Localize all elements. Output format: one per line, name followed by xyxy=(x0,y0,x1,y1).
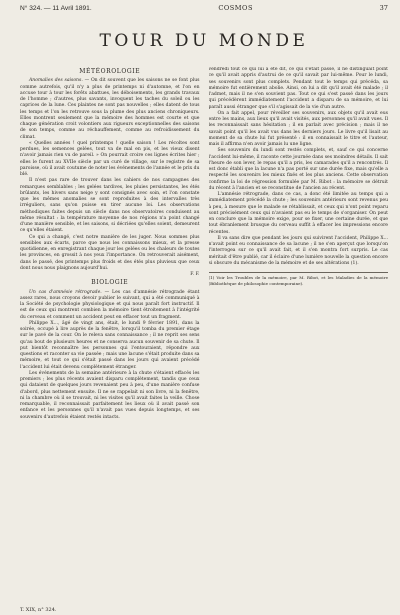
page-number: 37 xyxy=(379,4,388,12)
paragraph-lead: Anomalies des saisons. xyxy=(29,78,83,84)
paragraph: Il va sans dire que pendant les jours qui suivirent l'accident, Philippe X... n'avait point eu connaissance de sa lacune ; il ne s'en aperçut que lorsqu'on l'interrogea sur ce qu'il avait fait, et il s'en montra fort surpris. Le cas méritait d'être publié, car il éclaire d'une lumière nouvelle la question encore si obscure du mécanisme de la mémoire et de ses altérations (1). xyxy=(208,235,388,266)
text-columns xyxy=(20,67,388,612)
page-header xyxy=(20,4,388,13)
right-column xyxy=(209,67,389,612)
journal-name: COSMOS xyxy=(218,4,253,12)
paragraph-lead: Un cas d'amnésie rétrograde. xyxy=(29,289,102,295)
paragraph: Anomalies des saisons. — On dit souvent que les saisons ne se font plus comme autrefois, qu'il n'y a plus de printemps ni d'automne, et l'on en accuse tour à tour les forêts abattues, les déboisements, les grands travaux de l'homme ; d'autres, plus savants, invoquent les taches du soleil ou les caprices de la lune. Ces plaintes ne sont pas nouvelles ; elles datent de tous les temps et l'on les retrouve sous la plume des plus anciens chroniqueurs. Elles montrent seulement que la mémoire des hommes est courte et que chaque génération croit volontiers aux rigueurs exceptionnelles des saisons de son temps, comme au réchauffement, comme au refroidissement du climat. xyxy=(20,78,200,140)
paragraph: On a fait appel, pour réveiller ses souvenirs, aux objets qu'il avait eus entre les mains, aux lieux qu'il avait visités, aux personnes qu'il avait vues. Il les reconnaissait sans hésitation ; il en parlait avec précision ; mais il ne savait point qu'il les avait vus dans les derniers jours. Le livre qu'il lisait au moment de sa chute lui fut présenté : il en connaissait le titre et l'auteur, mais il affirma n'en avoir jamais lu une ligne. xyxy=(208,110,388,147)
paragraph: Ce qui a changé, c'est notre manière de les juger. Nous sommes plus sensibles aux écarts, parce que nous les connaissons mieux, et la presse quotidienne, en enregistrant chaque jour les gelées ou les chaleurs de toutes les provinces, en grossit à nos yeux l'importance. On retrouverait aisément, dans le passé, des printemps plus froids et des étés plus pluvieux que ceux dont nous nous plaignons aujourd'hui. xyxy=(20,234,200,271)
footnote: (1) Voir les Troubles de la mémoire, par M. Ribot, et les Maladies de la mémoire (Bibliothèque de philosophie contemporaine). xyxy=(209,272,389,286)
volume-footer: T. XIX, n° 324. xyxy=(20,607,57,613)
paragraph: Philippe X..., âgé de vingt ans, était, le lundi 9 février 1891, dans la soirée, occupé à lire auprès de la fenêtre, lorsqu'il tomba du premier étage sur le pavé de la cour. On le releva sans connaissance ; il ne reprit ses sens qu'au bout de plusieurs heures et ne conserva aucun souvenir de sa chute. Il put bientôt reconnaître les personnes qui l'entouraient, répondre aux questions et raconter sa vie passée ; mais une lacune s'était produite dans sa mémoire, et tout ce qui s'était passé dans les jours qui avaient précédé l'accident lui était devenu complètement étranger. xyxy=(20,320,200,370)
issue-number: N° 324. — 11 Avril 1891. xyxy=(20,5,92,12)
section-heading-meteorologie: MÉTÉOROLOGIE xyxy=(79,68,141,75)
paragraph: L'amnésie rétrograde, dans ce cas, a donc été limitée au temps qui a immédiatement précédé la chute ; les souvenirs antérieurs sont revenus peu à peu, à mesure que le malade se rétablissait, et ceux qui n'ont point reparu sont précisément ceux qui n'avaient pas eu le temps de s'organiser. On peut en conclure que la mémoire exige, pour se fixer, une certaine durée, et que tout ébranlement brusque du cerveau suffit à effacer les impressions encore récentes. xyxy=(208,192,388,235)
paragraph: « Quelles années ! quel printemps ! quelle saison ! Les récoltes sont perdues, les semences gelées, tout va de mal en pis, et les vieux disent n'avoir jamais rien vu de pareil. » On pourrait croire ces lignes écrites hier ; elles le furent au XVIIe siècle par un curé de village, sur le registre de sa paroisse, où il avait coutume de noter les événements de l'année et le prix du blé. xyxy=(20,140,200,177)
section-heading-biologie: BIOLOGIE xyxy=(91,279,129,287)
page-title: TOUR DU MONDE xyxy=(99,31,309,51)
left-column xyxy=(20,67,200,612)
paragraph: Il n'est pas rare de trouver dans les cahiers de nos campagnes des remarques semblables ; les gelées tardives, les pluies persistantes, les étés brûlants, les hivers sans neige y sont consignés avec soin, et l'on constate que les mêmes anomalies se sont reproduites à des intervalles très irréguliers, sans qu'on puisse en tirer aucune loi. Les observations méthodiques faites depuis un siècle dans nos observatoires conduisent au même résultat : la température moyenne de nos régions n'a point changé d'une manière sensible, et les saisons, si décriées qu'elles soient, demeurent ce qu'elles étaient. xyxy=(20,178,200,234)
paragraph: Les événements de la semaine antérieure à la chute s'étaient effacés les premiers ; les plus récents avaient disparu complètement, tandis que ceux qui dataient de quelques jours revenaient peu à peu, d'une manière confuse d'abord, plus nettement ensuite. Il ne se rappelait ni son livre, ni la fenêtre, ni la chambre où il se trouvait, ni les visites qu'il avait faites la veille. Chose remarquable, il reconnaissait parfaitement les lieux où il avait passé son enfance et les personnes qu'il n'avait pas vues depuis longtemps, et ses souvenirs d'autrefois étaient restés intacts. xyxy=(20,370,200,420)
paragraph: Un cas d'amnésie rétrograde. — Les cas d'amnésie rétrograde étant assez rares, nous croyons devoir publier le suivant, qui a été communiqué à la Société de psychologie physiologique et qui nous paraît fort instructif. Il est de ceux qui montrent combien la mémoire tient étroitement à l'intégrité du cerveau et comment un accident peut en effacer tout un fragment. xyxy=(20,289,200,320)
paragraph: vendredi tout ce qui lui a été dit, ce qui s'était passé, il ne distinguait point ce qu'il avait appris d'autrui de ce qu'il savait par lui-même. Pour le lundi, ses souvenirs sont plus complets. Pendant tout le temps qui précéda, sa mémoire fut entièrement abolie. Ainsi, on lui a dit qu'il avait été malade ; il l'admet, mais il ne s'en souvient pas. Tout ce qui s'est passé dans les jours qui précédèrent immédiatement l'accident a disparu de sa mémoire, et lui paraît aussi étranger que s'il s'agissait de la vie d'un autre. xyxy=(208,67,388,110)
paragraph: Ses souvenirs du lundi sont restés complets, et, sauf ce qui concerne l'accident lui-même, il raconte cette journée dans ses moindres détails. Il sait l'heure de son lever, le repas qu'il a pris, les camarades qu'il a rencontrés. Il est donc établi que la lacune n'a pas porté sur une durée fixe, mais qu'elle a respecté les souvenirs les mieux fixés et les plus anciens. Cette observation confirme la loi de régression formulée par M. Ribot : la mémoire se détruit du récent à l'ancien et se reconstitue de l'ancien au récent. xyxy=(208,148,388,191)
author-signature: F. F. xyxy=(190,272,200,277)
